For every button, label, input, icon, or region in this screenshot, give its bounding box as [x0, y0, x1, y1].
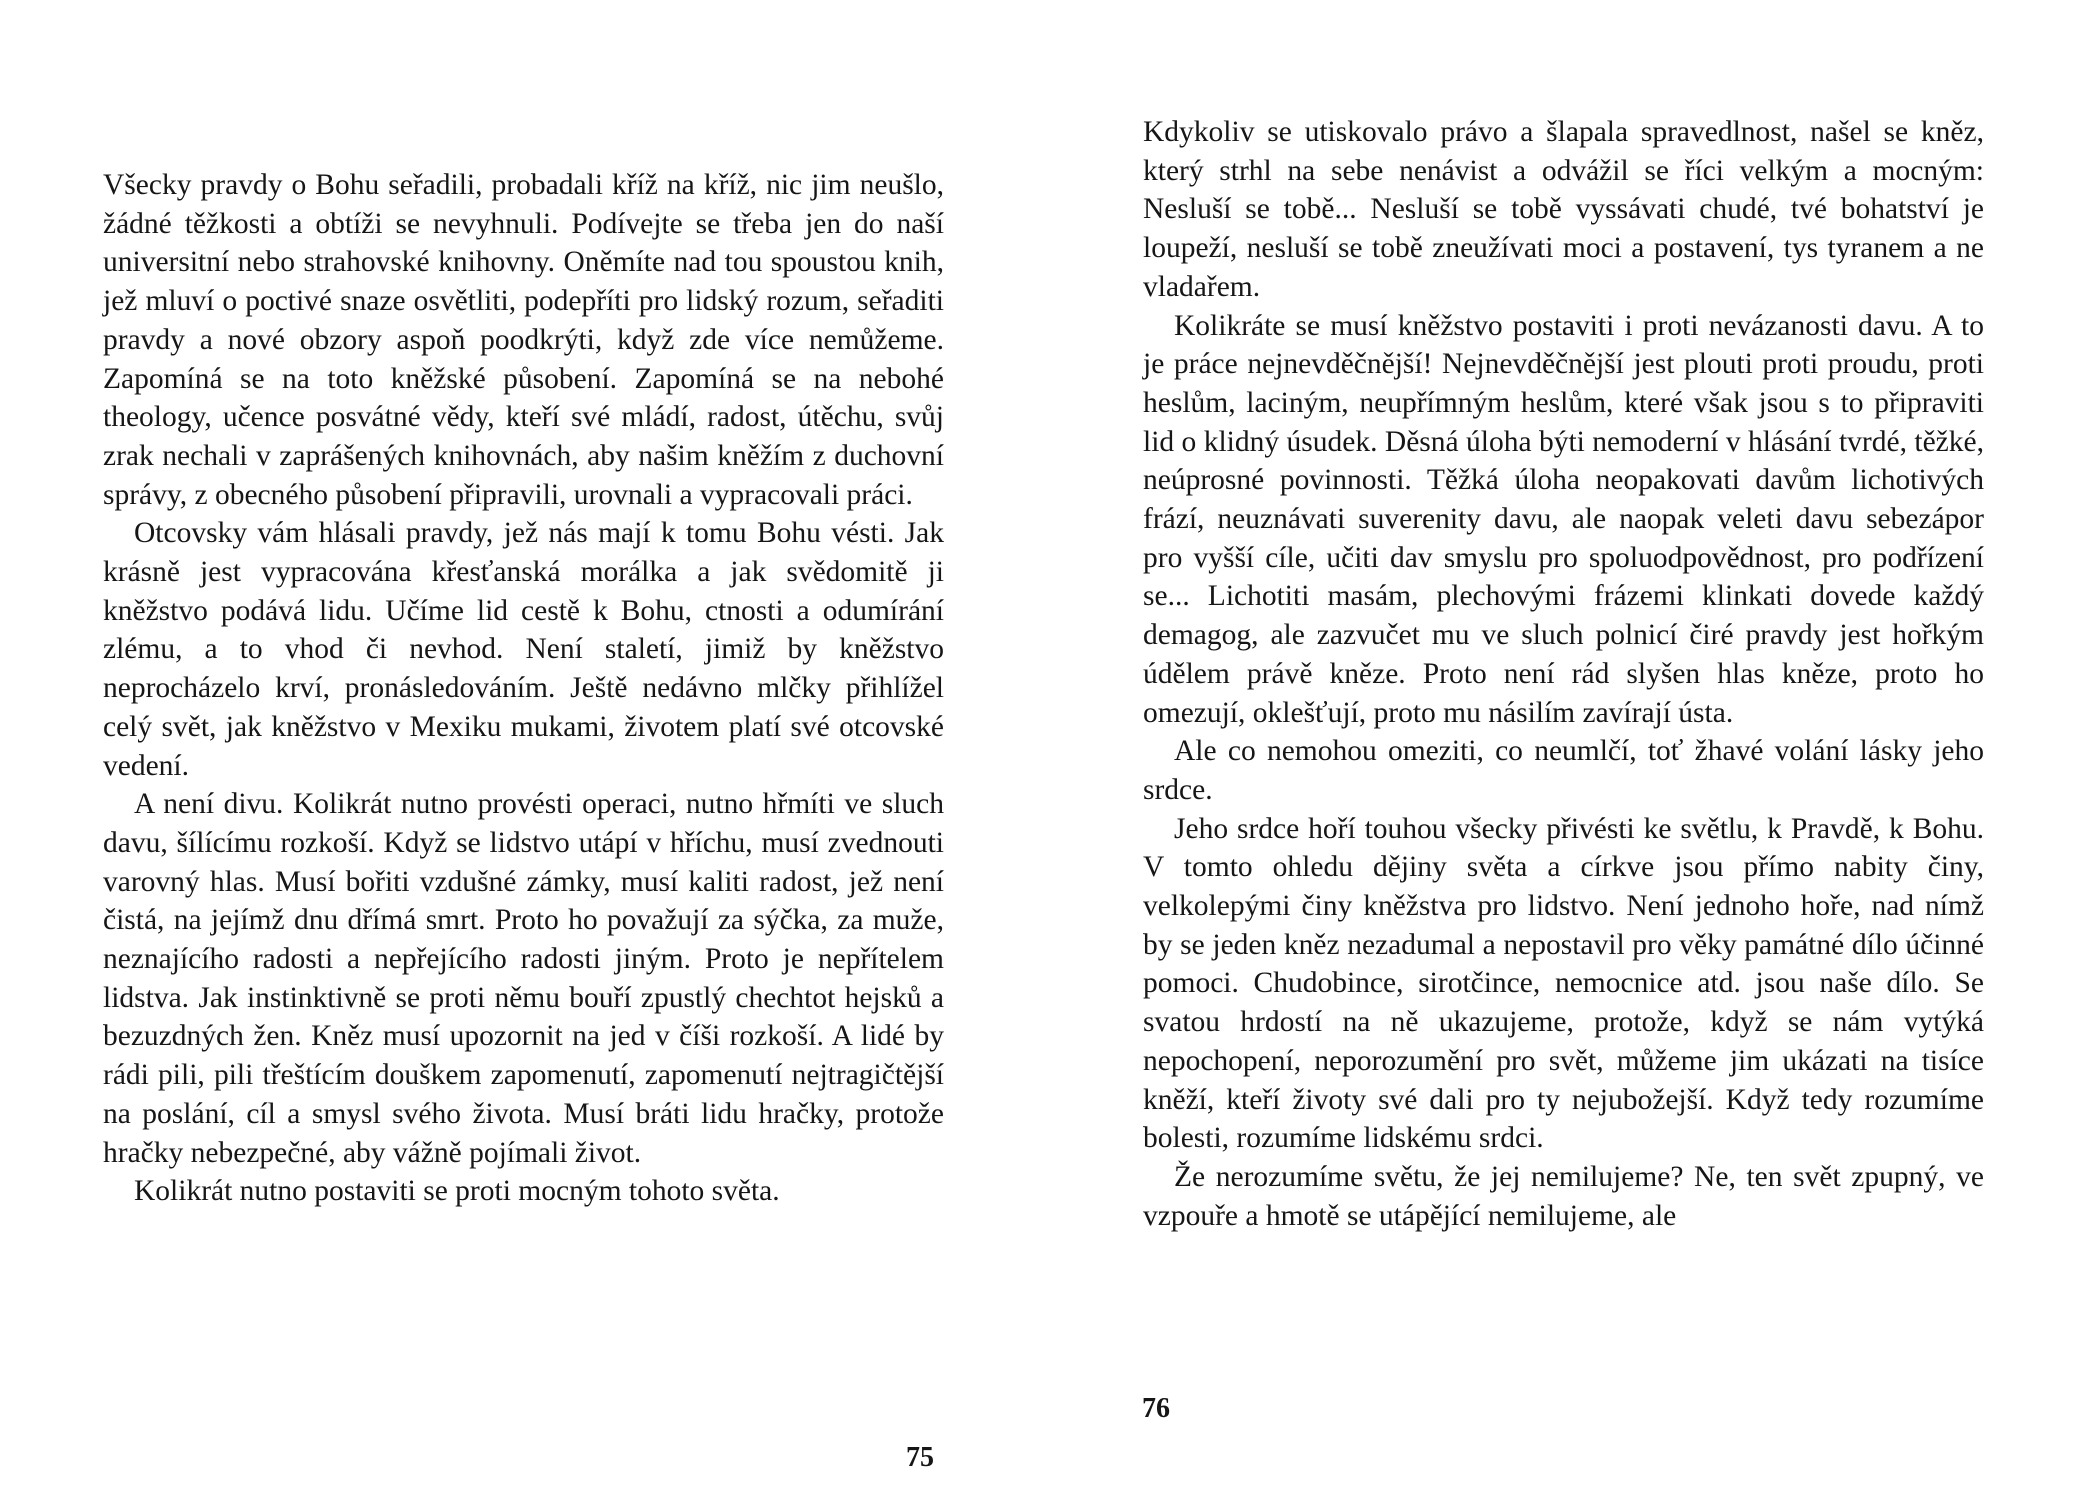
paragraph: Otcovsky vám hlásali pravdy, jež nás mají k tomu Bohu vésti. Jak krásně jest vypracována křesťanská morálka a jak svědomitě ji kněžstvo podává lidu. Učíme lid cestě k Bohu, ctnosti a odumírání zlému, a to vhod či nevhod. Není staletí, jimiž by kněžstvo neprocházelo krví, pronásledováním. Ještě nedávno mlčky přihlížel celý svět, jak kněžstvo v Mexiku mukami, životem platí své otcovské vedení. [103, 517, 944, 782]
paragraph: Kolikráte se musí kněžstvo postaviti i proti nevázanosti davu. A to je práce nejnevděčnější! Nejnevděčnější jest plouti proti proudu, proti heslům, laciným, neupřímným heslům, které však jsou s to připraviti lid o klidný úsudek. Děsná úloha býti nemoderní v hlásání tvrdé, těžké, neúprosné povinnosti. Těžká úloha neopakovati davům lichotivých frází, neuznávati suverenity davu, ale naopak veleti davu sebezápor pro vyšší cíle, učiti dav smyslu pro spoluodpovědnost, pro podřízení se... Lichotiti masám, plechovými frázemi klinkati dovede každý demagog, ale zazvučet mu ve sluch polnicí čiré pravdy jest hořkým údělem právě kněze. Proto není rád slyšen hlas kněze, proto ho omezují, oklešťují, proto mu násilím zavírají ústa. [1143, 309, 1984, 729]
page-number: 76 [1142, 1393, 1170, 1424]
paragraph: Kdykoliv se utiskovalo právo a šlapala spravedlnost, našel se kněz, který strhl na sebe nenávist a odvážil se říci velkým a mocným: Nesluší se tobě... Nesluší se tobě vyssávati chudé, tvé bohatství je loupeží, nesluší se tobě zneužívati moci a postavení, tys tyranem a ne vladařem. [1143, 116, 1984, 303]
right-page-text [1143, 113, 1984, 1235]
paragraph: Kolikrát nutno postaviti se proti mocným tohoto světa. [134, 1175, 780, 1208]
paragraph: Všecky pravdy o Bohu seřadili, probadali kříž na kříž, nic jim neušlo, žádné těžkosti a obtíži se nevyhnuli. Podívejte se třeba jen do naší universitní nebo strahovské knihovny. Oněmíte nad tou spoustou knih, jež mluví o poctivé snaze osvětliti, podepříti pro lidský rozum, seřaditi pravdy a nové obzory aspoň poodkrýti, když zde více nemůžeme. Zapomíná se na toto kněžské působení. Zapomíná se na nebohé theology, učence posvátné vědy, kteří své mládí, radost, útěchu, svůj zrak nechali v zaprášených knihovnách, aby našim kněžím z duchovní správy, z obecného působení připravili, urovnali a vypracovali práci. [103, 169, 944, 511]
page-number: 75 [906, 1442, 934, 1473]
paragraph: A není divu. Kolikrát nutno provésti operaci, nutno hřmíti ve sluch davu, šílícímu rozkoší. Když se lidstvo utápí v hříchu, musí zvednouti varovný hlas. Musí bořiti vzdušné zámky, musí kaliti radost, jež není čistá, na jejímž dnu dřímá smrt. Proto ho považují za sýčka, za muže, neznajícího radosti a nepřejícího radosti jiným. Proto je nepřítelem lidstva. Jak instinktivně se proti němu bouří zpustlý chechtot hejsků a bezuzdných žen. Kněz musí upozornit na jed v číši rozkoší. A lidé by rádi pili, pili třeštícím douškem zapomenutí, zapomenutí nejtragičtější na poslání, cíl a smysl svého života. Musí bráti lidu hračky, protože hračky nebezpečné, aby vážně pojímali život. [103, 788, 944, 1169]
paragraph: Ale co nemohou omeziti, co neumlčí, toť žhavé volání lásky jeho srdce. [1143, 735, 1984, 806]
left-page-text [103, 166, 944, 1211]
paragraph: Jeho srdce hoří touhou všecky přivésti ke světlu, k Pravdě, k Bohu. V tomto ohledu dějiny světa a církve jsou přímo nabity činy, velkolepými činy kněžstva pro lidstvo. Není jednoho hoře, nad nímž by se jeden kněz nezadumal a nepostavil pro věky památné dílo účinné pomoci. Chudobince, sirotčince, nemocnice atd. jsou naše dílo. Se svatou hrdostí na ně ukazujeme, protože, když se nám vytýká nepochopení, neporozumění pro svět, můžeme jim ukázati na tisíce kněží, kteří životy své dali pro ty nejubožejší. Když tedy rozumíme bolesti, rozumíme lidskému srdci. [1143, 812, 1984, 1155]
right-page [1043, 0, 2086, 1500]
paragraph: Že nerozumíme světu, že jej nemilujeme? Ne, ten svět zpupný, ve vzpouře a hmotě se utápějící nemilujeme, ale [1143, 1160, 1984, 1232]
